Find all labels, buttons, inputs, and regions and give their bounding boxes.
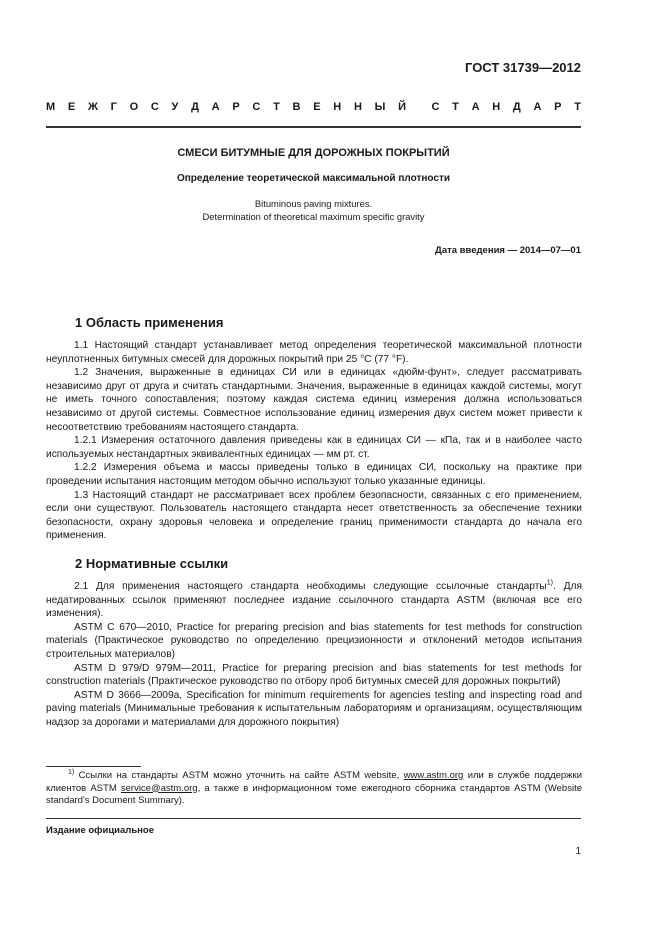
banner-letter: Т [452, 101, 459, 113]
banner-letter: Р [232, 101, 240, 113]
banner-letter: Р [554, 101, 562, 113]
footnote-text [46, 770, 582, 808]
paragraph: 1.2.1 Измерения остаточного давления приведены как в единицах СИ — кПа, так и в наиболее часто используемых нестандартных эквивалентных единицах — мм рт. ст. [46, 435, 582, 460]
banner-letter: В [292, 101, 301, 113]
banner-letter: С [431, 101, 440, 113]
banner-letter: Ы [374, 101, 386, 113]
banner-letter: С [252, 101, 261, 113]
banner-letter: Г [110, 101, 117, 113]
banner-letter: Й [398, 101, 407, 113]
document-subtitle: Определение теоретической максимальной плотности [176, 173, 450, 184]
document-title: СМЕСИ БИТУМНЫЕ ДЛЯ ДОРОЖНЫХ ПОКРЫТИЙ [177, 147, 450, 159]
banner-letter: О [129, 101, 139, 113]
english-title [46, 197, 581, 223]
text: , а также в информационном томе ежегодного сборника стандартов ASTM (Website standard's Document Summary). [46, 782, 582, 807]
banner-letter: У [171, 101, 179, 113]
section2-heading: 2 Нормативные ссылки [75, 556, 229, 571]
banner-letter: А [211, 101, 220, 113]
banner-letter: Т [273, 101, 280, 113]
paragraph: 1.1 Настоящий стандарт устанавливает метод определения теоретической максимальной плотности неуплотненных битумных смесей для дорожных покрытий при 25 °С (77 °F). [46, 340, 582, 365]
section1-heading: 1 Область применения [75, 315, 224, 330]
banner-letter: А [471, 101, 480, 113]
page-number: 1 [575, 846, 581, 857]
banner-letter: М [46, 101, 56, 113]
section1-body [46, 339, 582, 543]
paragraph-2-1 [46, 580, 582, 621]
banner-letter: Д [512, 101, 521, 113]
introduction-date: Дата введения — 2014—07—01 [435, 245, 581, 256]
astm-email-link[interactable]: service@astm.org [120, 782, 198, 794]
reference-item: ASTM D 979/D 979M—2011, Practice for preparing precision and bias statements for test methods for construction materials (Практическое руководство по отбору проб битумных смесей для дорожных покрытий) [46, 662, 582, 688]
banner-letter: С [150, 101, 159, 113]
banner-letter: А [533, 101, 542, 113]
footnote-mark: 1) [68, 768, 75, 776]
interstate-standard-banner [46, 101, 581, 113]
text: 2.1 Для применения настоящего стандарта необходимы следующие ссылочные стандарты [74, 581, 547, 592]
reference-item: ASTM С 670—2010, Practice for preparing precision and bias statements for test methods for construction materials (Практическое руководство по определению прецизионности и отклонений методов испытания строительных материалов) [46, 621, 582, 660]
footnote [46, 770, 582, 808]
banner-letter: Е [67, 101, 76, 113]
banner-letter: Ж [87, 101, 98, 113]
astm-website-link[interactable]: www.astm.org [403, 770, 464, 781]
english-title-line1: Bituminous paving mixtures. [254, 198, 373, 209]
footnote-rule [46, 766, 141, 767]
section2-body [46, 580, 582, 730]
text: Ссылки на стандарты ASTM можно уточнить на сайте ASTM website, [74, 770, 404, 781]
official-edition-label: Издание официальное [46, 825, 154, 836]
banner-letter: Д [191, 101, 199, 113]
footnote-ref[interactable]: 1) [546, 579, 553, 587]
text: . Для недатированных ссылок применяют последнее издание ссылочного стандарта ASTM (включая все его изменения). [46, 581, 582, 620]
text: или в службе поддержки клиентов ASTM [46, 770, 582, 794]
header-rule [46, 126, 581, 128]
english-title-line2: Determination of theoretical maximum specific gravity [202, 211, 425, 222]
paragraph: 1.2 Значения, выраженные в единицах СИ или в единицах «дюйм-фунт», следует рассматривать независимо друг от друга и считать стандартными. Значения, выраженные в единицах каждой системы, могут не иметь точного сопоставления; поэтому каждая система единиц измерения должна использоваться независимо от другой системы. Совместное использование единиц измерения двух систем может привести к несоответствию требованиям настоящего стандарта. [46, 367, 582, 433]
banner-letter: Н [492, 101, 501, 113]
paragraph: 1.2.2 Измерения объема и массы приведены только в единицах СИ, поскольку на практике при проведении испытания настоящим методом обычно используют только указанные единицы. [46, 462, 582, 487]
banner-letter: Н [353, 101, 362, 113]
reference-item: ASTM D 3666—2009а, Specification for minimum requirements for agencies testing and inspecting road and paving materials (Минимальные требования к испытательным лабораториям и организациям, осуществляющим надзор за дорогами и материалами для дорожного покрытия) [46, 689, 582, 728]
banner-letter: Т [574, 101, 581, 113]
banner-letter: Н [333, 101, 342, 113]
banner-letter: Е [313, 101, 321, 113]
paragraph: 1.3 Настоящий стандарт не рассматривает всех проблем безопасности, связанных с его применением, если они существуют. Пользователь настоящего стандарта несет ответственность за обеспечение техники безопасности, охрану здоровья человека и определение границ применимости стандарта до начала его применения. [46, 489, 582, 542]
document-number: ГОСТ 31739—2012 [465, 60, 581, 75]
footer-rule [46, 818, 581, 819]
